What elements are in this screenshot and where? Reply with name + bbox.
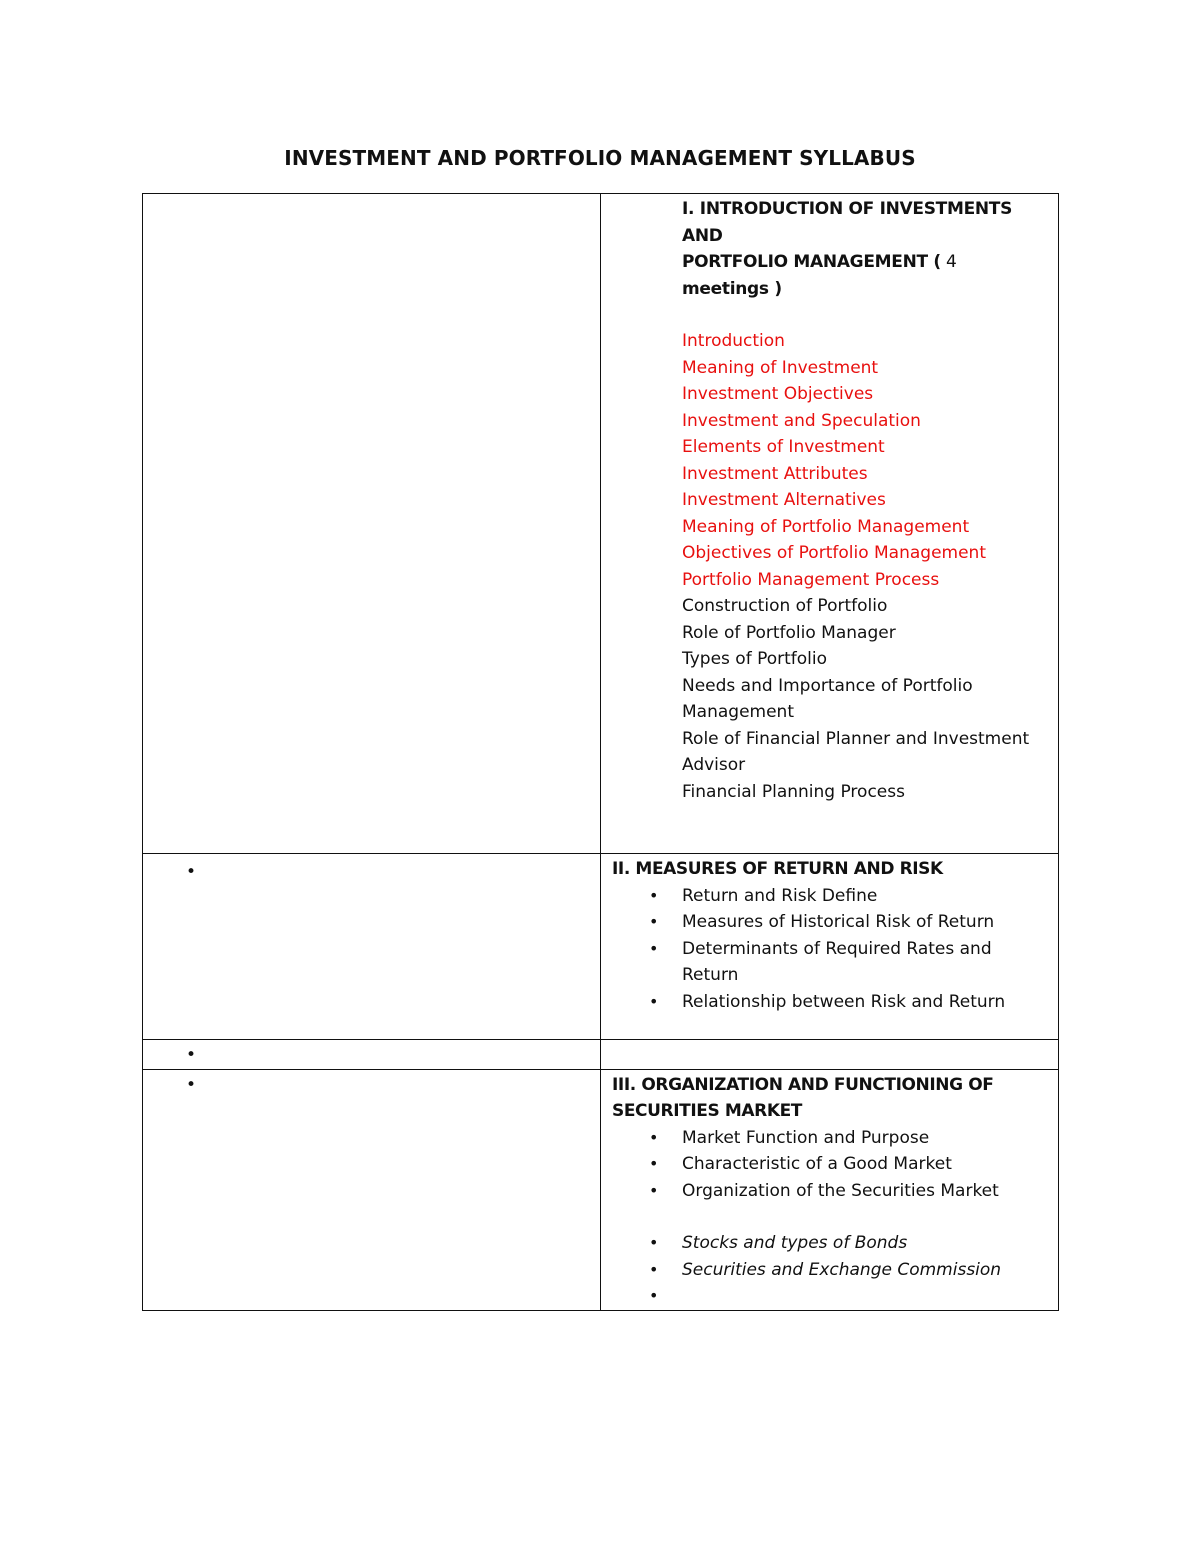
list-item: Meaning of Investment — [682, 357, 879, 378]
list-item: Types of Portfolio — [682, 649, 828, 669]
bullet: • — [186, 1045, 197, 1065]
list-item: • Relationship between Risk and Return — [649, 991, 1006, 1012]
list-item-empty: • — [649, 1286, 659, 1305]
section-heading-line: PORTFOLIO MANAGEMENT ( 4 — [682, 252, 957, 272]
bullet-list — [649, 883, 1050, 1016]
section-heading-line: meetings ) — [682, 278, 782, 299]
table-cell-left — [143, 1069, 601, 1310]
section-3 — [601, 1070, 1058, 1310]
list-item: Needs and Importance of Portfolio — [682, 675, 973, 696]
list-item: • Return and Risk Define — [649, 885, 878, 906]
list-item: Investment Alternatives — [682, 490, 886, 510]
list-item: Investment and Speculation — [682, 410, 921, 431]
list-item: Meaning of Portfolio Management — [682, 516, 970, 537]
section-heading: III. ORGANIZATION AND FUNCTIONING OF SECURITIES MARKET — [612, 1074, 994, 1121]
syllabus-table — [142, 193, 1059, 1311]
table-cell-left — [143, 1040, 601, 1070]
list-item: • Characteristic of a Good Market — [649, 1154, 952, 1174]
section-heading — [682, 196, 1050, 302]
list-item: • Determinants of Required Rates and — [649, 938, 992, 959]
table-row — [143, 1040, 1059, 1070]
table-cell-right — [601, 194, 1059, 854]
table-cell-left — [143, 194, 601, 854]
section-heading-line: I. INTRODUCTION OF INVESTMENTS AND — [682, 199, 1013, 246]
list-item-continuation: Return — [682, 965, 739, 985]
list-item: Financial Planning Process — [682, 781, 905, 802]
table-cell-right — [601, 1069, 1059, 1310]
list-item: Management — [682, 702, 794, 722]
table-cell-left — [143, 854, 601, 1040]
list-item: Investment Objectives — [682, 384, 874, 404]
table-cell-right — [601, 1040, 1059, 1070]
section-2 — [601, 854, 1058, 1015]
list-item: • Stocks and types of Bonds — [649, 1233, 908, 1253]
list-item: Objectives of Portfolio Management — [682, 543, 986, 563]
list-item: Elements of Investment — [682, 437, 885, 457]
list-item: • Market Function and Purpose — [649, 1127, 930, 1148]
spacer — [682, 1204, 1050, 1230]
list-item: • Measures of Historical Risk of Return — [649, 912, 995, 932]
list-item: Advisor — [682, 755, 746, 775]
list-item: Investment Attributes — [682, 463, 868, 484]
table-cell-right — [601, 854, 1059, 1040]
section-1 — [601, 194, 1058, 805]
list-item: Portfolio Management Process — [682, 569, 940, 590]
bullet-list — [649, 1125, 1050, 1310]
topic-list — [682, 593, 1050, 805]
list-item: Introduction — [682, 331, 785, 351]
list-item: • Organization of the Securities Market — [649, 1180, 999, 1201]
table-row — [143, 1069, 1059, 1310]
red-topic-list — [682, 328, 1050, 593]
list-item: • Securities and Exchange Commission — [649, 1259, 1002, 1280]
table-row — [143, 854, 1059, 1040]
list-item: Role of Portfolio Manager — [682, 622, 896, 643]
table-row — [143, 194, 1059, 854]
list-item: Construction of Portfolio — [682, 596, 888, 616]
bullet: • — [186, 862, 197, 882]
document-title: INVESTMENT AND PORTFOLIO MANAGEMENT SYLLABUS — [284, 146, 916, 170]
bullet: • — [186, 1074, 197, 1095]
list-item: Role of Financial Planner and Investment — [682, 728, 1030, 749]
section-heading: II. MEASURES OF RETURN AND RISK — [612, 859, 943, 879]
